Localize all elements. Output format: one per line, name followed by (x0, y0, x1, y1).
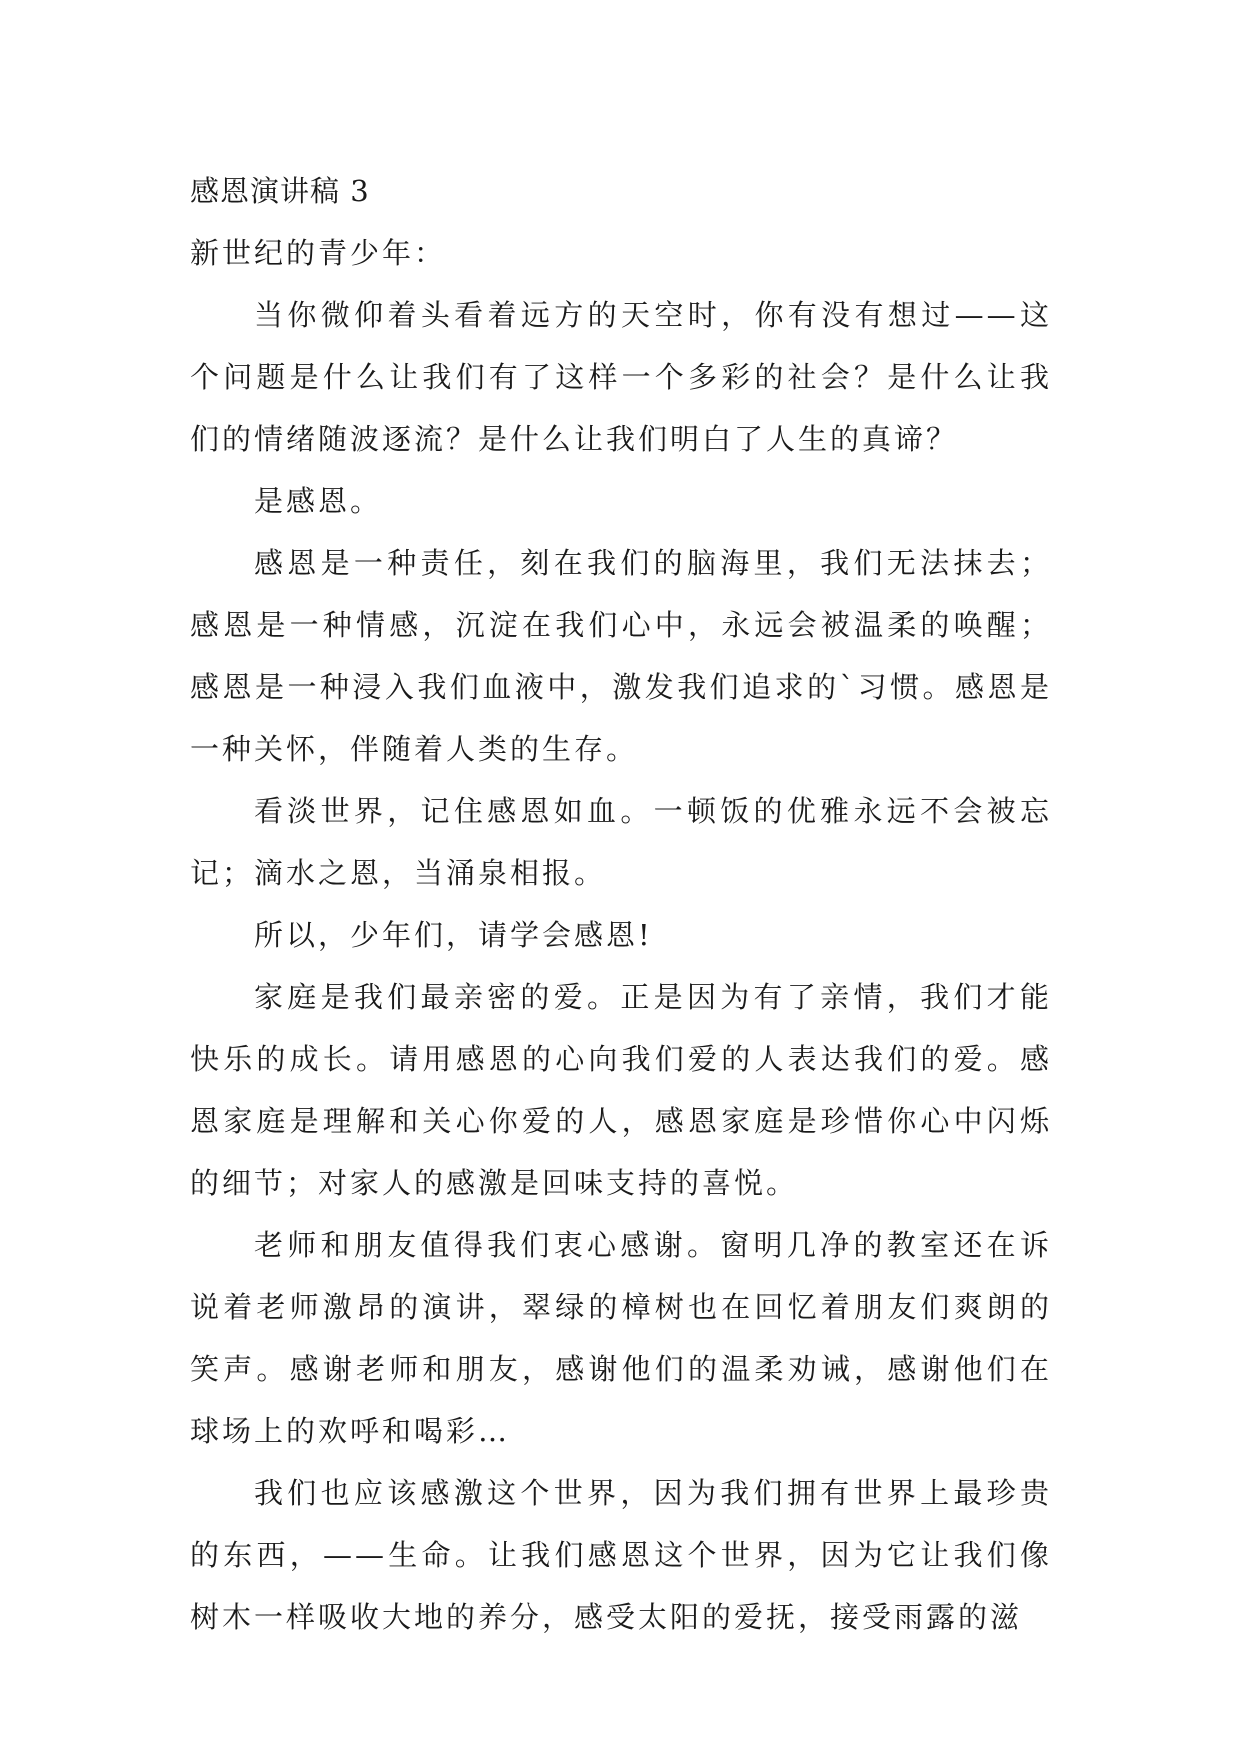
paragraph: 老师和朋友值得我们衷心感谢。窗明几净的教室还在诉说着老师激昂的演讲，翠绿的樟树也在回忆着朋友们爽朗的笑声。感谢老师和朋友，感谢他们的温柔劝诫，感谢他们在球场上的欢呼和喝彩… (190, 1228, 1052, 1448)
document-body (190, 160, 1052, 1648)
paragraph: 当你微仰着头看着远方的天空时，你有没有想过——这个问题是什么让我们有了这样一个多彩的社会？是什么让我们的情绪随波逐流？是什么让我们明白了人生的真谛？ (190, 298, 1052, 456)
paragraph: 感恩是一种责任，刻在我们的脑海里，我们无法抹去；感恩是一种情感，沉淀在我们心中，永远会被温柔的唤醒；感恩是一种浸入我们血液中，激发我们追求的`习惯。感恩是一种关怀，伴随着人类的生存。 (190, 546, 1052, 766)
paragraph: 是感恩。 (254, 484, 383, 518)
paragraph: 所以，少年们，请学会感恩! (254, 918, 653, 952)
document-title: 感恩演讲稿 3 (190, 174, 370, 208)
paragraph: 看淡世界，记住感恩如血。一顿饭的优雅永远不会被忘记；滴水之恩，当涌泉相报。 (190, 794, 1052, 890)
paragraph: 家庭是我们最亲密的爱。正是因为有了亲情，我们才能快乐的成长。请用感恩的心向我们爱的人表达我们的爱。感恩家庭是理解和关心你爱的人，感恩家庭是珍惜你心中闪烁的细节；对家人的感激是回味支持的喜悦。 (190, 980, 1052, 1200)
paragraph: 我们也应该感激这个世界，因为我们拥有世界上最珍贵的东西，——生命。让我们感恩这个世界，因为它让我们像树木一样吸收大地的养分，感受太阳的爱抚，接受雨露的滋 (190, 1476, 1052, 1634)
greeting: 新世纪的青少年： (190, 236, 447, 270)
